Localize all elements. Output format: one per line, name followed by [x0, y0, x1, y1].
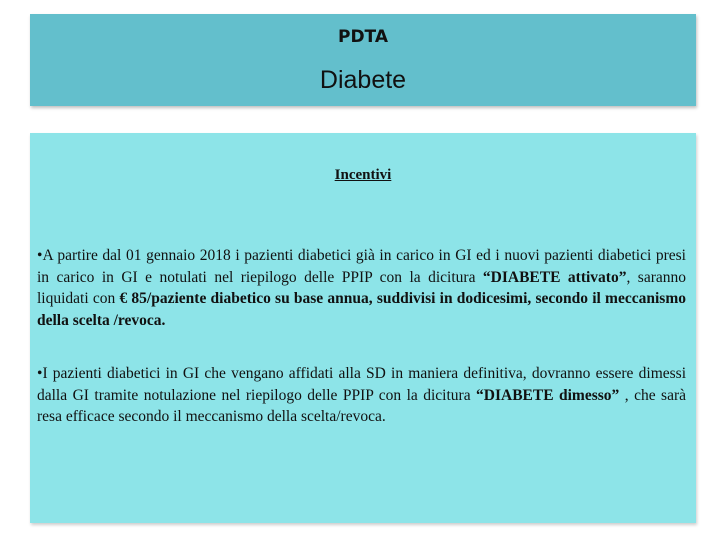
- bullet-1-text: A partire dal 01 gennaio 2018 i pazienti diabetici già in carico in GI ed i nuovi pazienti diabetici presi in carico in GI e notulati nel riepilogo delle PPIP con la dicitura: [37, 247, 686, 286]
- bullet-2-text: I pazienti diabetici in GI che vengano affidati alla SD in maniera definitiva, dovranno essere dimessi dalla GI tramite notulazione nel riepilogo delle PPIP con la dicitura: [37, 365, 686, 404]
- section-title: Incentivi: [334, 167, 392, 183]
- bullet-2-end: , che sarà resa efficace secondo il meccanismo della scelta/revoca.: [37, 386, 686, 425]
- header-title: PDTA: [337, 27, 388, 47]
- bullet-1-amount: € 85/paziente diabetico su base annua, suddivisi in dodicesimi, secondo il meccanismo della scelta /revoca.: [37, 290, 686, 329]
- bullet-2-quote: “DIABETE dimesso”: [476, 386, 620, 404]
- content-panel: [30, 133, 696, 523]
- bullet-1-mid: , saranno liquidati con: [37, 268, 686, 307]
- bullet-item-2: [37, 363, 686, 428]
- bullet-marker: •: [37, 365, 43, 382]
- header-subtitle: Diabete: [319, 66, 407, 94]
- bullet-1-quote: “DIABETE attivato”: [482, 268, 627, 286]
- bullet-item-1: [37, 245, 686, 331]
- header-banner: [30, 14, 696, 106]
- bullet-marker: •: [37, 247, 43, 264]
